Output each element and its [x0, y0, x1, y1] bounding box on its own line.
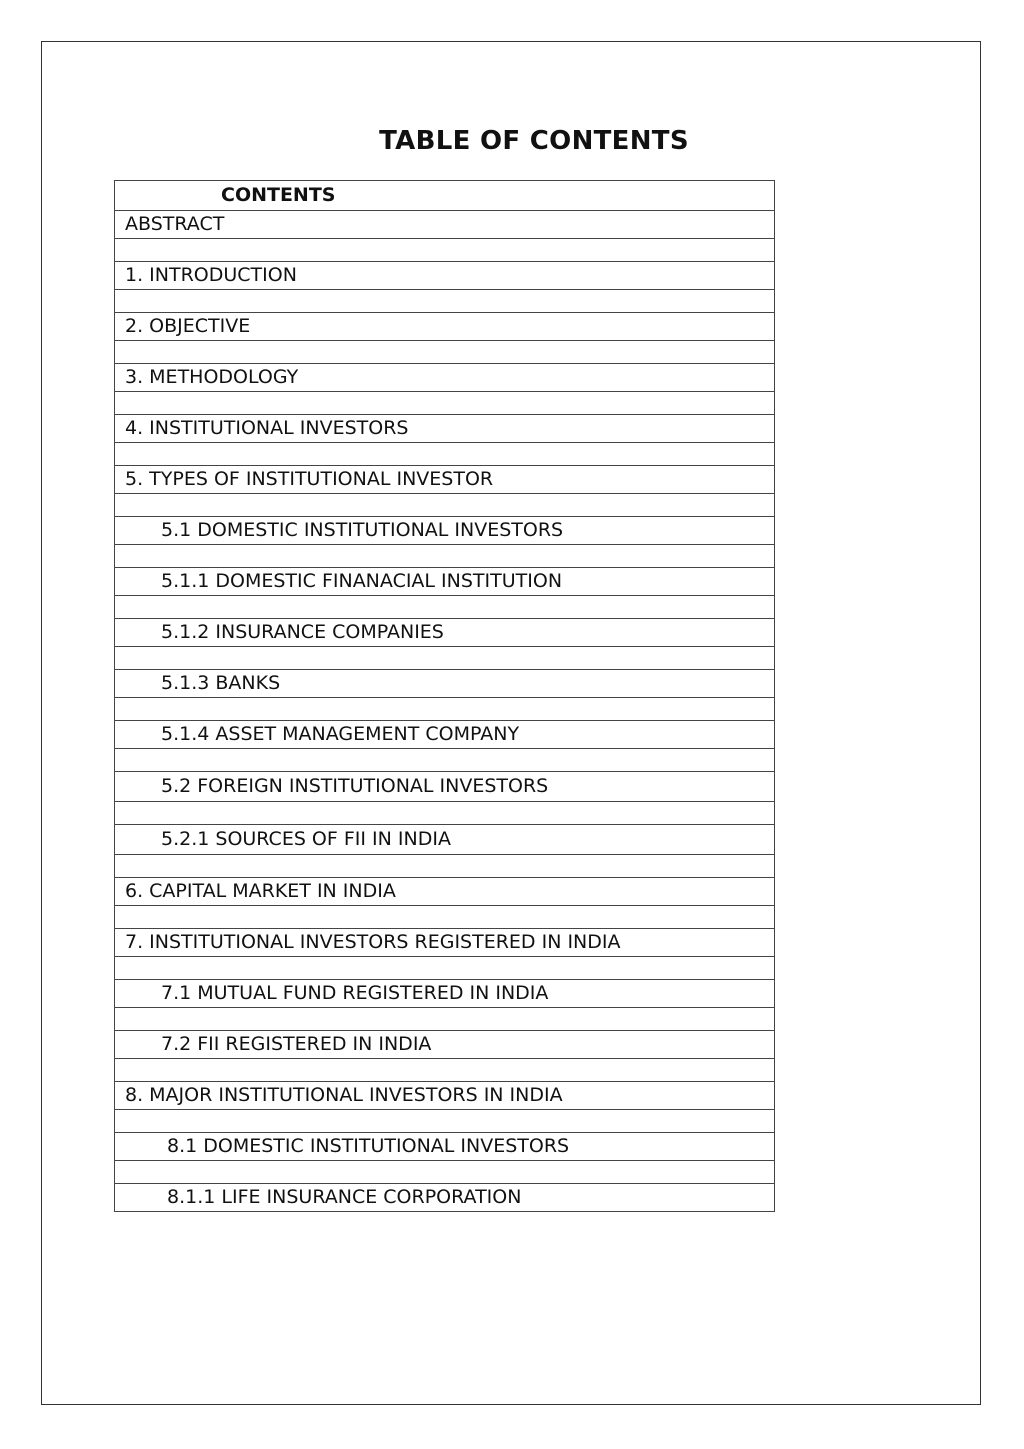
toc-spacer-row — [115, 957, 775, 980]
toc-entry: 7. INSTITUTIONAL INVESTORS REGISTERED IN INDIA — [115, 929, 775, 957]
toc-row — [115, 1133, 775, 1161]
toc-spacer-row — [115, 392, 775, 415]
toc-row — [115, 313, 775, 341]
toc-entry: 8.1 DOMESTIC INSTITUTIONAL INVESTORS — [115, 1133, 775, 1161]
toc-header: CONTENTS — [115, 181, 775, 211]
document-title: TABLE OF CONTENTS — [379, 126, 689, 156]
toc-spacer-row — [115, 290, 775, 313]
toc-entry: 5.2.1 SOURCES OF FII IN INDIA — [115, 825, 775, 855]
toc-spacer-row — [115, 1161, 775, 1184]
toc-spacer-row — [115, 341, 775, 364]
toc-spacer-row — [115, 1110, 775, 1133]
toc-spacer-row — [115, 855, 775, 878]
toc-entry: 5.1.1 DOMESTIC FINANACIAL INSTITUTION — [115, 568, 775, 596]
toc-spacer-row — [115, 1008, 775, 1031]
toc-row — [115, 262, 775, 290]
toc-row — [115, 1082, 775, 1110]
toc-entry: 5.1.4 ASSET MANAGEMENT COMPANY — [115, 721, 775, 749]
toc-entry: 2. OBJECTIVE — [115, 313, 775, 341]
toc-entry: 5.1 DOMESTIC INSTITUTIONAL INVESTORS — [115, 517, 775, 545]
toc-header-row — [115, 181, 775, 211]
toc-row — [115, 878, 775, 906]
toc-entry: 5. TYPES OF INSTITUTIONAL INVESTOR — [115, 466, 775, 494]
toc-spacer-row — [115, 239, 775, 262]
toc-row — [115, 721, 775, 749]
toc-entry: 5.1.3 BANKS — [115, 670, 775, 698]
toc-row — [115, 568, 775, 596]
toc-spacer-row — [115, 906, 775, 929]
toc-spacer-row — [115, 494, 775, 517]
toc-spacer-row — [115, 698, 775, 721]
toc-entry: 3. METHODOLOGY — [115, 364, 775, 392]
toc-spacer-row — [115, 802, 775, 825]
toc-row — [115, 929, 775, 957]
toc-spacer-row — [115, 596, 775, 619]
toc-row — [115, 670, 775, 698]
toc-table — [114, 180, 775, 1212]
toc-row — [115, 415, 775, 443]
toc-entry: 7.2 FII REGISTERED IN INDIA — [115, 1031, 775, 1059]
toc-entry: 5.2 FOREIGN INSTITUTIONAL INVESTORS — [115, 772, 775, 802]
toc-entry: 6. CAPITAL MARKET IN INDIA — [115, 878, 775, 906]
toc-spacer-row — [115, 647, 775, 670]
toc-entry: 7.1 MUTUAL FUND REGISTERED IN INDIA — [115, 980, 775, 1008]
toc-row — [115, 466, 775, 494]
toc-row — [115, 1031, 775, 1059]
toc-row — [115, 1184, 775, 1212]
toc-body — [115, 181, 775, 1212]
toc-entry: 5.1.2 INSURANCE COMPANIES — [115, 619, 775, 647]
toc-row — [115, 517, 775, 545]
toc-row — [115, 772, 775, 802]
toc-row — [115, 619, 775, 647]
toc-entry: ABSTRACT — [115, 211, 775, 239]
toc-row — [115, 211, 775, 239]
toc-row — [115, 364, 775, 392]
toc-spacer-row — [115, 1059, 775, 1082]
toc-entry: 1. INTRODUCTION — [115, 262, 775, 290]
toc-row — [115, 825, 775, 855]
toc-spacer-row — [115, 545, 775, 568]
toc-spacer-row — [115, 443, 775, 466]
toc-spacer-row — [115, 749, 775, 772]
toc-entry: 8.1.1 LIFE INSURANCE CORPORATION — [115, 1184, 775, 1212]
toc-entry: 4. INSTITUTIONAL INVESTORS — [115, 415, 775, 443]
toc-row — [115, 980, 775, 1008]
toc-entry: 8. MAJOR INSTITUTIONAL INVESTORS IN INDIA — [115, 1082, 775, 1110]
